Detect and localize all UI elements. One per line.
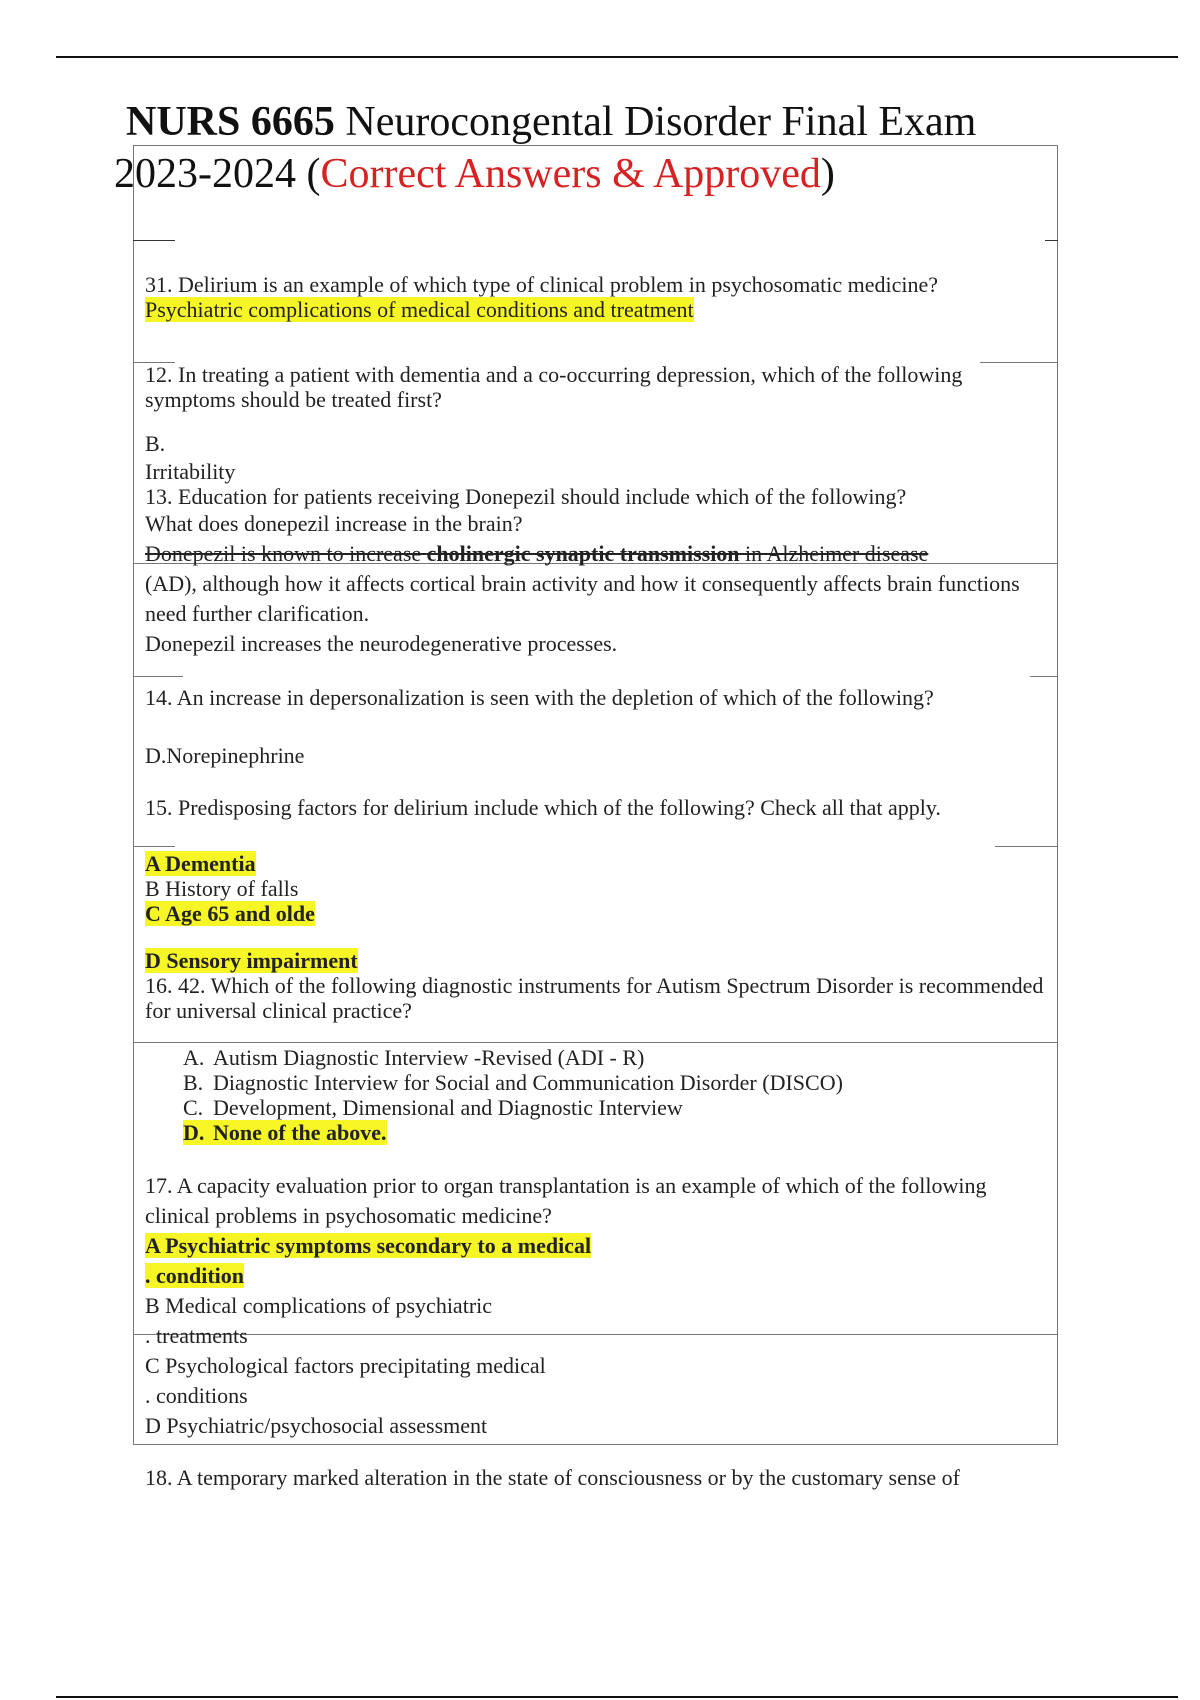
frame-tick [1045, 240, 1058, 241]
question-text: 14. An increase in depersonalization is seen with the depletion of which of the following? [145, 685, 934, 710]
question-17 [145, 1171, 1050, 1441]
option-a [183, 1045, 1050, 1070]
option-key: A. [183, 1045, 205, 1070]
question-13 [145, 484, 1050, 659]
answer-option-a: A Psychiatric symptoms secondary to a medical [145, 1233, 592, 1258]
option-text: Diagnostic Interview for Social and Communication Disorder (DISCO) [213, 1070, 843, 1095]
answer-option-a: A Dementia [145, 851, 256, 876]
question-text: 15. Predisposing factors for delirium include which of the following? Check all that apply. [145, 795, 941, 820]
exam-content [145, 272, 1050, 1493]
answer-text: Donepezil increases the neurodegenerative processes. [145, 631, 618, 656]
open-paren: ( [306, 151, 321, 197]
course-code: NURS 6665 [126, 99, 335, 145]
answer-option-c: C Psychological factors precipitating medical [145, 1353, 546, 1378]
option-list [145, 1045, 1050, 1145]
frame-tick [133, 240, 175, 241]
answer-option-c-cont: . conditions [145, 1383, 248, 1408]
explanation-text: Donepezil is known to increase [145, 541, 427, 566]
explanation-text: in Alzheimer disease [739, 541, 929, 566]
question-31 [145, 272, 1050, 322]
question-text: 13. Education for patients receiving Donepezil should include which of the following? [145, 484, 907, 509]
answer-option-b: B History of falls [145, 876, 299, 901]
bottom-rule [56, 1696, 1178, 1698]
top-rule [56, 56, 1178, 58]
question-text: 18. A temporary marked alteration in the state of consciousness or by the customary sense of [145, 1465, 961, 1490]
answer-option-a-cont: . condition [145, 1263, 245, 1288]
question-16 [145, 973, 1050, 1145]
answer-option-b-cont: . treatments [145, 1323, 248, 1348]
option-key: C. [183, 1095, 204, 1120]
question-text: 31. Delirium is an example of which type of clinical problem in psychosomatic medicine? [145, 272, 938, 297]
answer-option-c: C Age 65 and olde [145, 901, 315, 926]
option-text: Autism Diagnostic Interview -Revised (ADI - R) [213, 1045, 645, 1070]
explanation-text: (AD), although how it affects cortical brain activity and how it consequently affects brain functions need further clarification. [145, 571, 1020, 626]
question-text: 17. A capacity evaluation prior to organ transplantation is an example of which of the following clinical problems in psychosomatic medicine? [145, 1173, 987, 1228]
highlighted-answer: Psychiatric complications of medical conditions and treatment [145, 297, 694, 322]
answer-text: D.Norepinephrine [145, 743, 305, 768]
explanation-line [145, 539, 1050, 569]
question-14 [145, 683, 1050, 771]
answer-text: Irritability [145, 459, 236, 484]
option-key: B. [183, 1070, 204, 1095]
exam-years: 2023-2024 [114, 151, 296, 197]
option-d [183, 1120, 1050, 1145]
option-text: None of the above. [213, 1120, 387, 1145]
option-b [183, 1070, 1050, 1095]
explanation-emphasis: cholinergic synaptic transmission [426, 541, 740, 566]
sub-question: What does donepezil increase in the brain? [145, 511, 523, 536]
answer-option-b: B Medical complications of psychiatric [145, 1293, 493, 1318]
option-key: D. [183, 1120, 205, 1145]
question-18 [145, 1463, 1050, 1493]
option-c [183, 1095, 1050, 1120]
question-12 [145, 362, 1050, 484]
question-15 [145, 793, 1050, 973]
answer-option-d: D Psychiatric/psychosocial assessment [145, 1413, 488, 1438]
close-paren: ) [820, 151, 835, 197]
answer-letter: B. [145, 431, 166, 456]
option-text: Development, Dimensional and Diagnostic Interview [213, 1095, 683, 1120]
answer-option-d: D Sensory impairment [145, 948, 358, 973]
course-name: Neurocongental Disorder Final Exam [345, 99, 977, 145]
approval-status: Correct Answers & Approved [320, 151, 821, 197]
question-text: 12. In treating a patient with dementia and a co-occurring depression, which of the following symptoms should be treated first? [145, 362, 963, 412]
question-text: 16. 42. Which of the following diagnostic instruments for Autism Spectrum Disorder is recommended for universal clinical practice? [145, 973, 1044, 1023]
